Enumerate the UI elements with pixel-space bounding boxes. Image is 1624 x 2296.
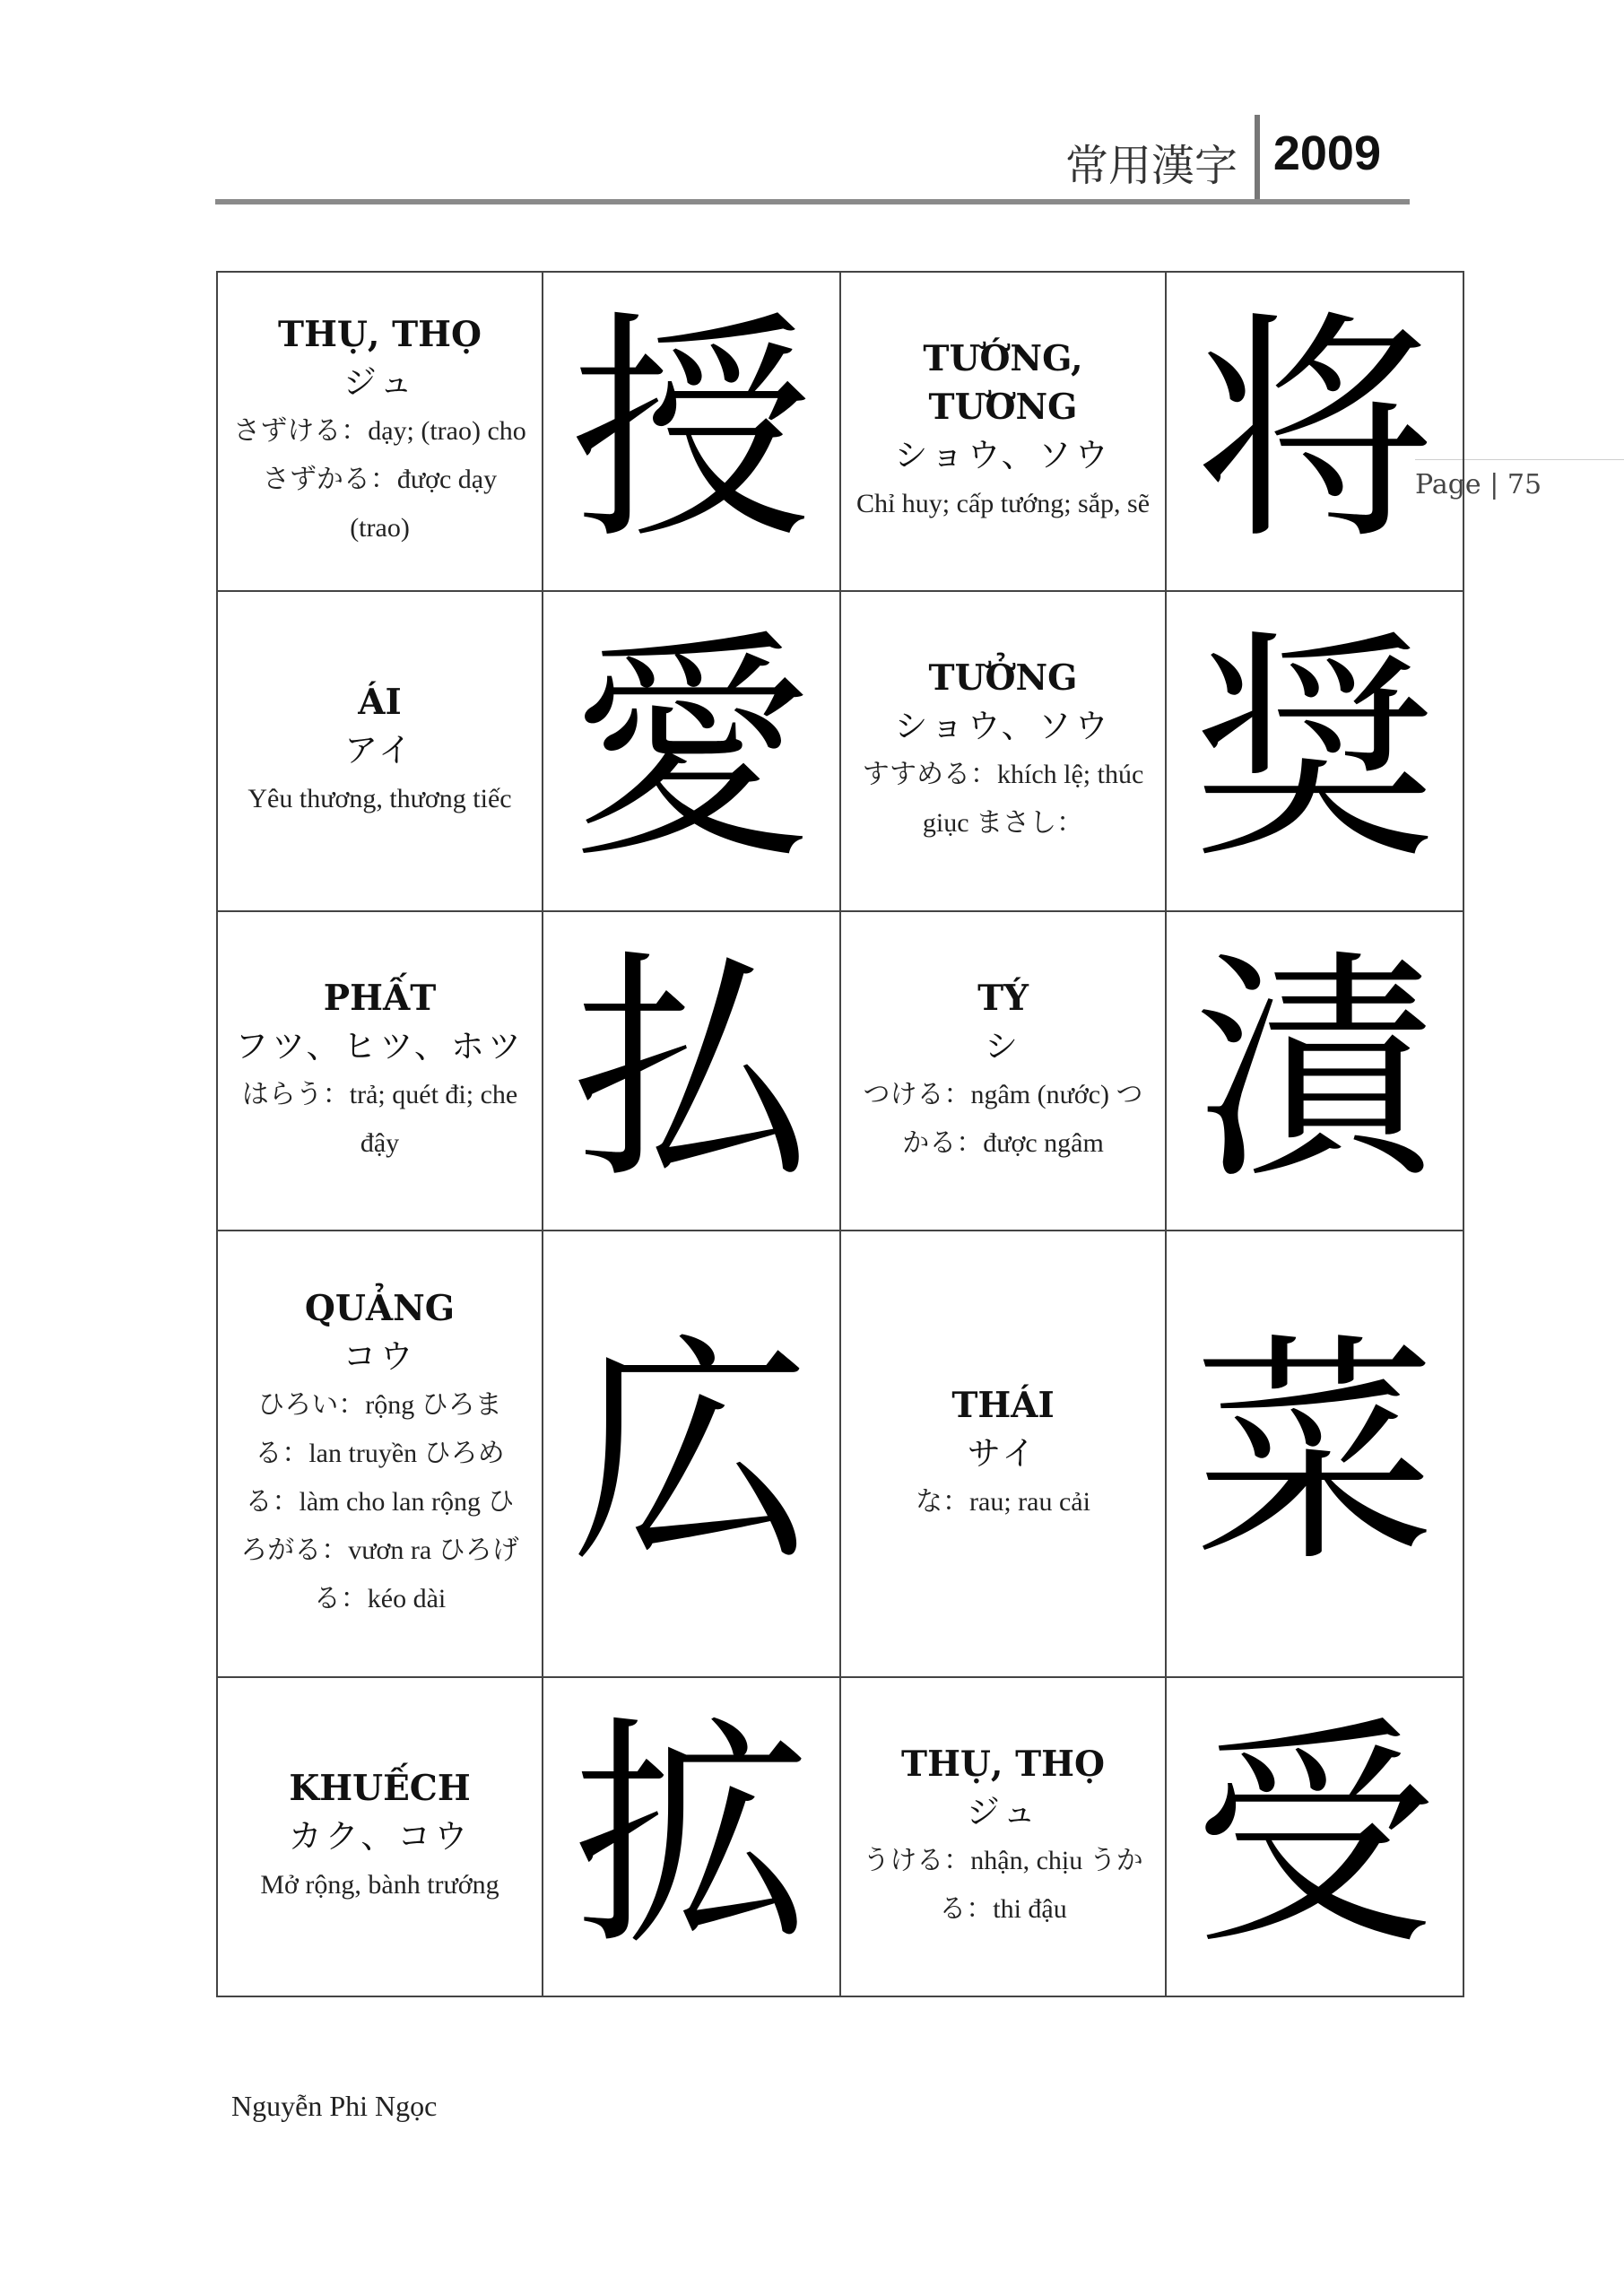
header-year: 2009: [1272, 126, 1381, 180]
kanji-cell: [1166, 911, 1463, 1231]
on-reading: ショウ、ソウ: [894, 707, 1112, 746]
kanji-description-cell: [217, 591, 543, 910]
kanji-cell: [1166, 591, 1463, 910]
kanji-reading: PHẤT: [323, 977, 437, 1019]
kanji-description-cell: [840, 272, 1166, 591]
kanji-character: 将: [1194, 290, 1436, 573]
table-row: [217, 1231, 1463, 1677]
kanji-cell: [543, 911, 840, 1231]
kanji-cell: [1166, 1677, 1463, 1996]
kanji-table: [216, 271, 1464, 1997]
kanji-meaning: さずける：dạy; (trao) cho さずかる：được dạy (trao): [233, 416, 526, 544]
kanji-character: 払: [570, 928, 812, 1212]
kanji-character: 奨: [1194, 609, 1436, 892]
kanji-character: 広: [570, 1311, 812, 1595]
kanji-description-cell: [217, 1231, 543, 1677]
kanji-reading: TƯỚNG, TƯƠNG: [923, 338, 1083, 429]
on-reading: アイ: [344, 731, 415, 770]
table-row: [217, 1677, 1463, 1996]
kanji-cell: [543, 1677, 840, 1996]
kanji-reading: TƯỞNG: [928, 657, 1078, 700]
kanji-character: 拡: [570, 1694, 812, 1978]
on-reading: ショウ、ソウ: [894, 436, 1112, 475]
page-header: [215, 115, 1408, 204]
footer-author: Nguyễn Phi Ngọc: [231, 2090, 438, 2122]
on-reading: フツ、ヒツ、ホツ: [235, 1026, 525, 1065]
kanji-meaning: つける：ngâm (nước) つかる：được ngâm: [863, 1079, 1143, 1158]
kanji-description-cell: [840, 591, 1166, 910]
kanji-character: 受: [1194, 1694, 1436, 1978]
kanji-meaning: はらう：trả; quét đi; che đậy: [241, 1079, 518, 1158]
kanji-cell: [543, 272, 840, 591]
kanji-cell: [543, 1231, 840, 1677]
kanji-reading: KHUẾCH: [289, 1767, 471, 1809]
header-title: 常用漢字: [1064, 141, 1238, 191]
on-reading: サイ: [967, 1433, 1039, 1473]
kanji-reading: ÁI: [358, 682, 402, 724]
kanji-reading: TÝ: [977, 977, 1029, 1019]
kanji-description-cell: [840, 911, 1166, 1231]
kanji-meaning: うける：nhận, chịu うかる：thi đậu: [863, 1845, 1143, 1924]
on-reading: ジュ: [966, 1792, 1040, 1831]
kanji-description-cell: [217, 1677, 543, 1996]
kanji-cell: [1166, 1231, 1463, 1677]
page-number: Page | 75: [1415, 459, 1624, 500]
kanji-reading: QUẢNG: [304, 1287, 456, 1329]
kanji-meaning: な：rau; rau cải: [916, 1486, 1090, 1517]
on-reading: コウ: [343, 1336, 417, 1376]
kanji-meaning: Mở rộng, bành trướng: [260, 1869, 499, 1900]
kanji-meaning: Chỉ huy; cấp tướng; sắp, sẽ: [855, 489, 1151, 519]
table-row: [217, 591, 1463, 910]
table-row: [217, 272, 1463, 591]
kanji-meaning: すすめる：khích lệ; thúc giục まさし：: [862, 760, 1144, 839]
kanji-description-cell: [217, 911, 543, 1231]
header-rule: [215, 199, 1410, 204]
kanji-description-cell: [840, 1231, 1166, 1677]
kanji-character: 授: [570, 290, 812, 573]
kanji-character: 愛: [570, 609, 812, 892]
kanji-description-cell: [217, 272, 543, 591]
kanji-meaning: Yêu thương, thương tiếc: [248, 784, 512, 814]
on-reading: シ: [985, 1026, 1021, 1065]
kanji-cell: [1166, 272, 1463, 591]
on-reading: カク、コウ: [288, 1816, 472, 1856]
kanji-reading: THỤ, THỌ: [278, 314, 482, 356]
header-divider: [1255, 115, 1260, 201]
kanji-reading: THÁI: [951, 1384, 1055, 1426]
kanji-character: 菜: [1194, 1311, 1436, 1595]
table-row: [217, 911, 1463, 1231]
kanji-reading: THỤ, THỌ: [901, 1743, 1105, 1785]
kanji-meaning: ひろい：rộng ひろまる：lan truyền ひろめる：làm cho lan rộng ひろがる：vươn ra ひろげる：kéo dài: [240, 1389, 519, 1613]
kanji-cell: [543, 591, 840, 910]
kanji-description-cell: [840, 1677, 1166, 1996]
kanji-character: 漬: [1194, 928, 1436, 1212]
on-reading: ジュ: [343, 363, 417, 403]
